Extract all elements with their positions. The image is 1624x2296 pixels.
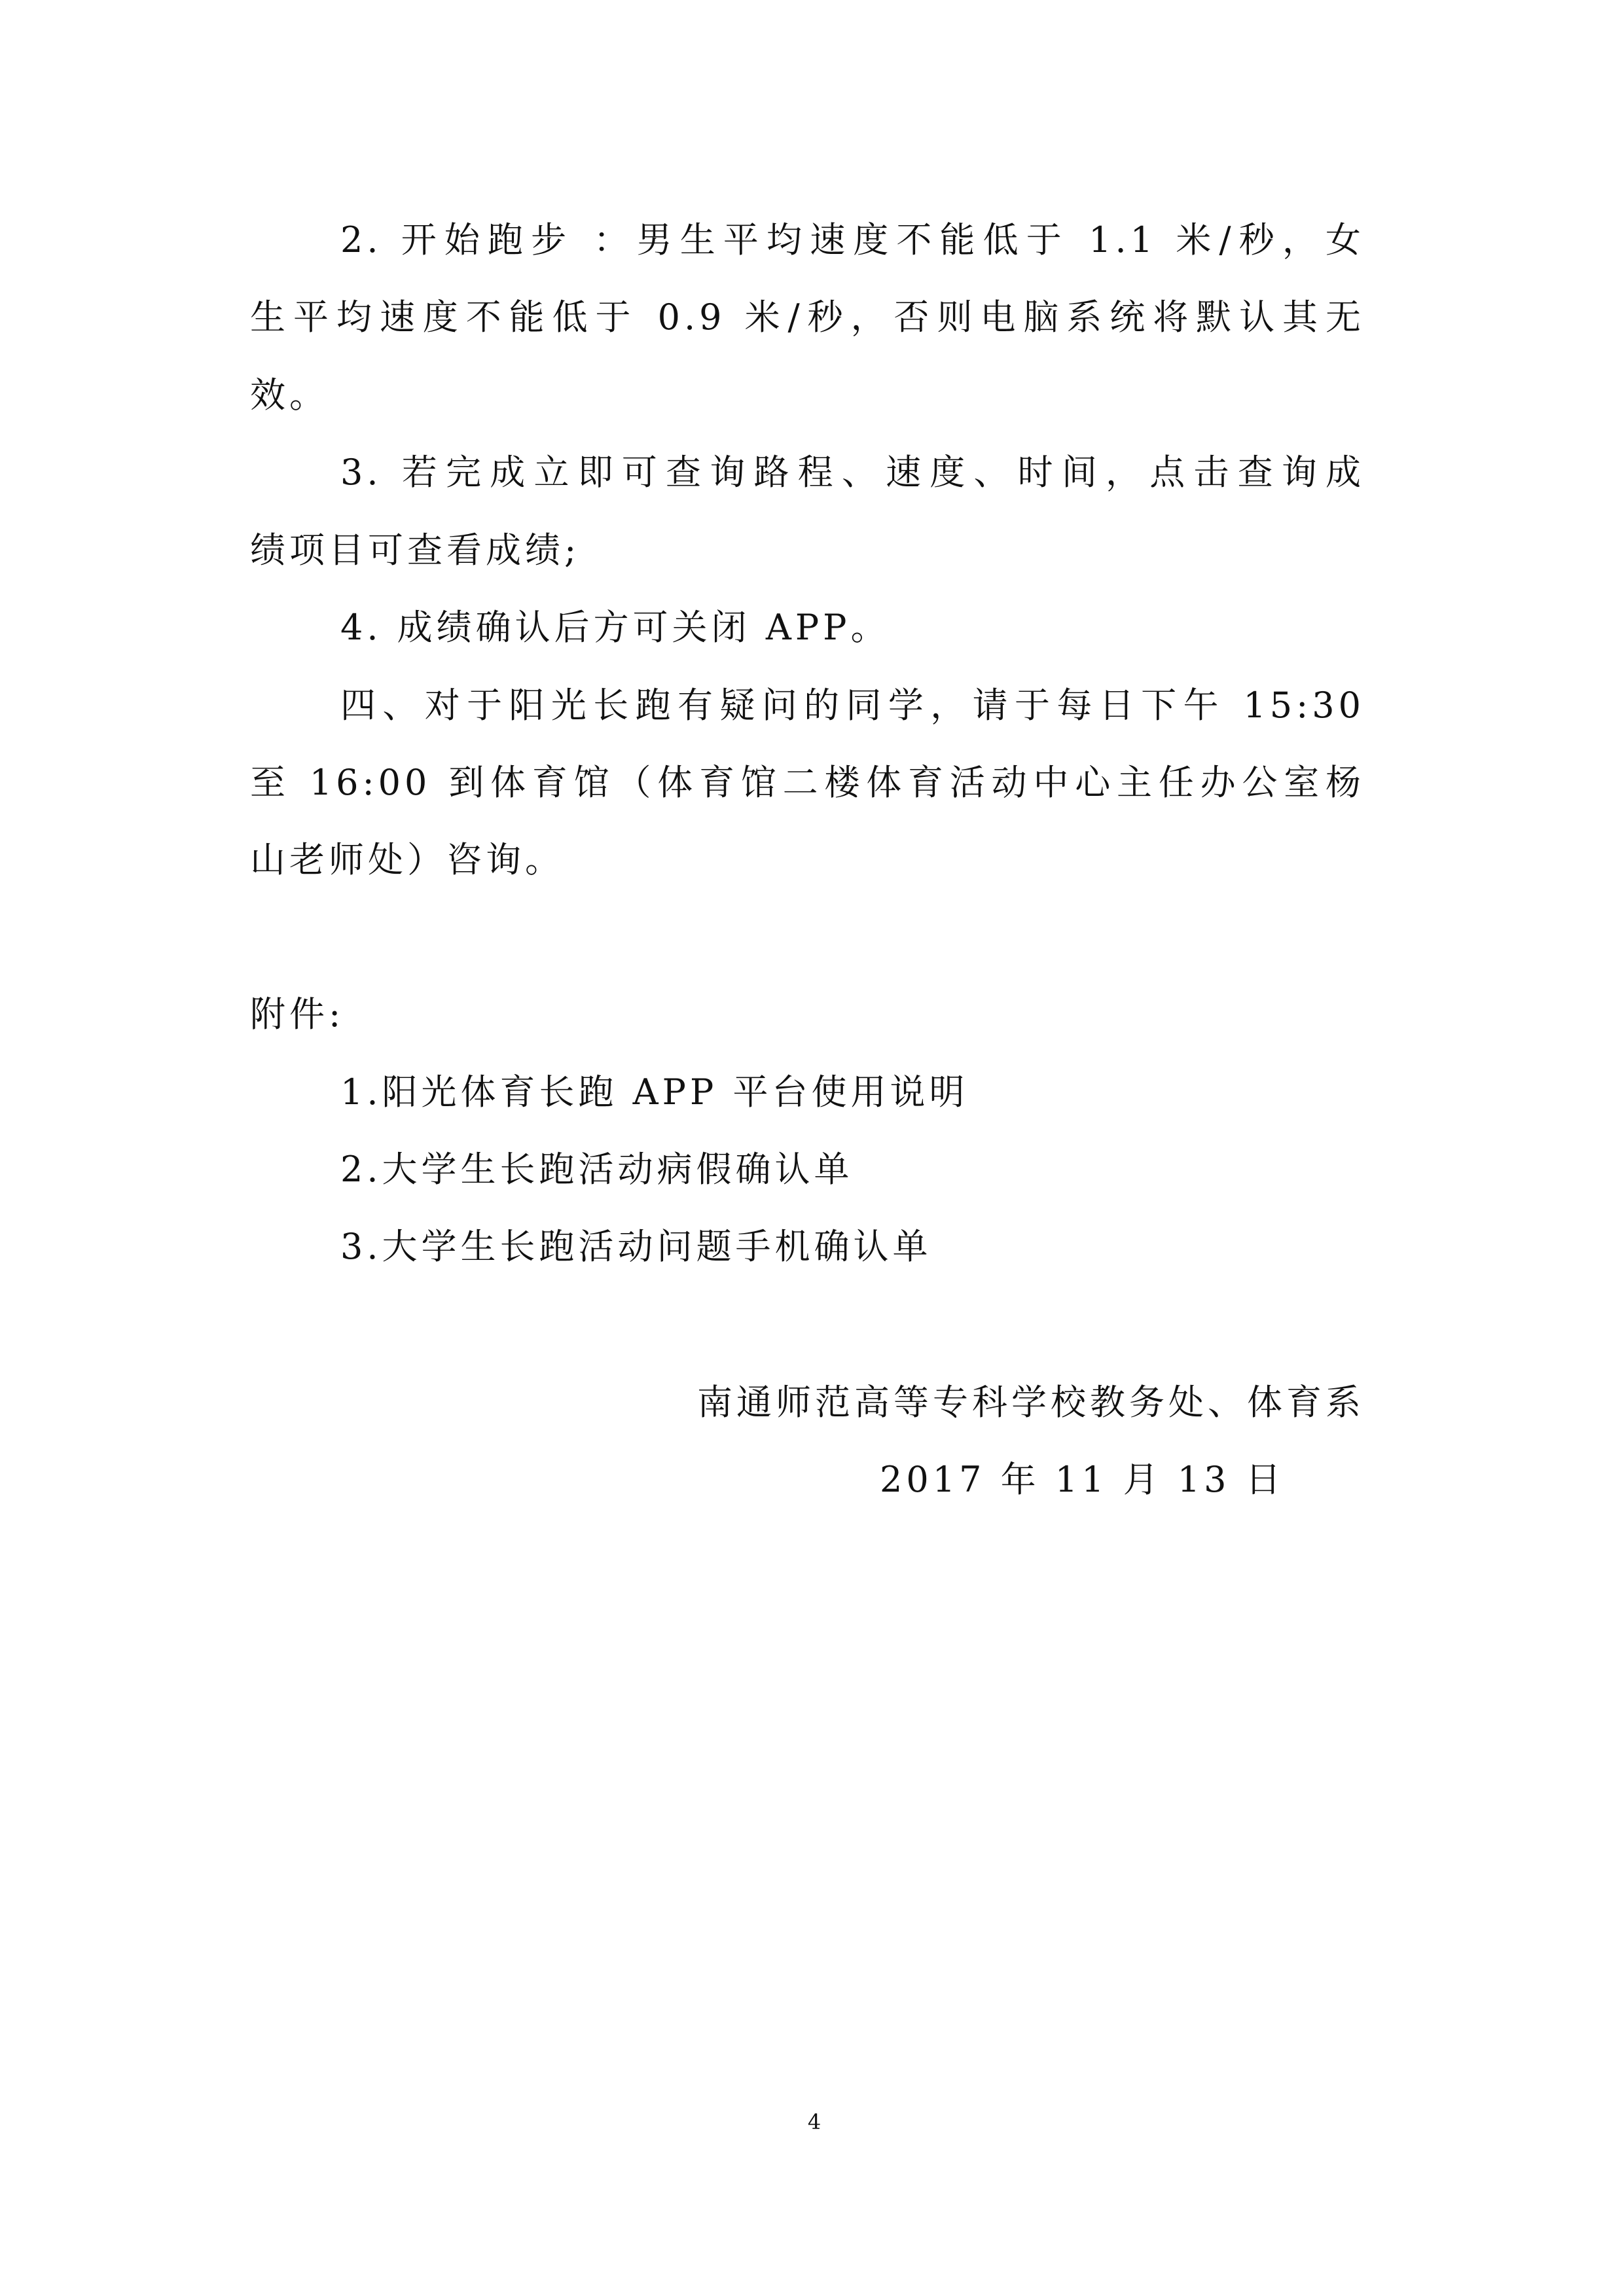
section4-line1: 四、对于阳光长跑有疑问的同学，请于每日下午 15:30 bbox=[340, 685, 1365, 726]
page-number: 4 bbox=[807, 2109, 821, 2134]
item4-line1: 4. 成绩确认后方可关闭 APP。 bbox=[340, 607, 890, 648]
attachment-item-2: 2.大学生长跑活动病假确认单 bbox=[340, 1149, 854, 1190]
attachment-item-1: 1.阳光体育长跑 APP 平台使用说明 bbox=[340, 1071, 969, 1113]
attachment-item-3: 3.大学生长跑活动问题手机确认单 bbox=[340, 1226, 932, 1267]
item2-line1: 2. 开始跑步 ：男生平均速度不能低于 1.1 米/秒，女 bbox=[340, 219, 1365, 260]
item2-line3: 效。 bbox=[250, 374, 329, 416]
signature-organization: 南通师范高等专科学校教务处、体育系 bbox=[697, 1382, 1365, 1423]
section4-line2: 至 16:00 到体育馆（体育馆二楼体育活动中心主任办公室杨 bbox=[250, 762, 1365, 803]
item2-line2: 生平均速度不能低于 0.9 米/秒，否则电脑系统将默认其无 bbox=[250, 296, 1365, 338]
signature-date: 2017 年 11 月 13 日 bbox=[880, 1459, 1285, 1500]
item3-line2: 绩项目可查看成绩; bbox=[250, 529, 581, 571]
section4-line3: 山老师处）咨询。 bbox=[250, 839, 564, 880]
item3-line1: 3. 若完成立即可查询路程、速度、时间，点击查询成 bbox=[340, 452, 1365, 493]
attachments-heading: 附件: bbox=[250, 994, 345, 1035]
